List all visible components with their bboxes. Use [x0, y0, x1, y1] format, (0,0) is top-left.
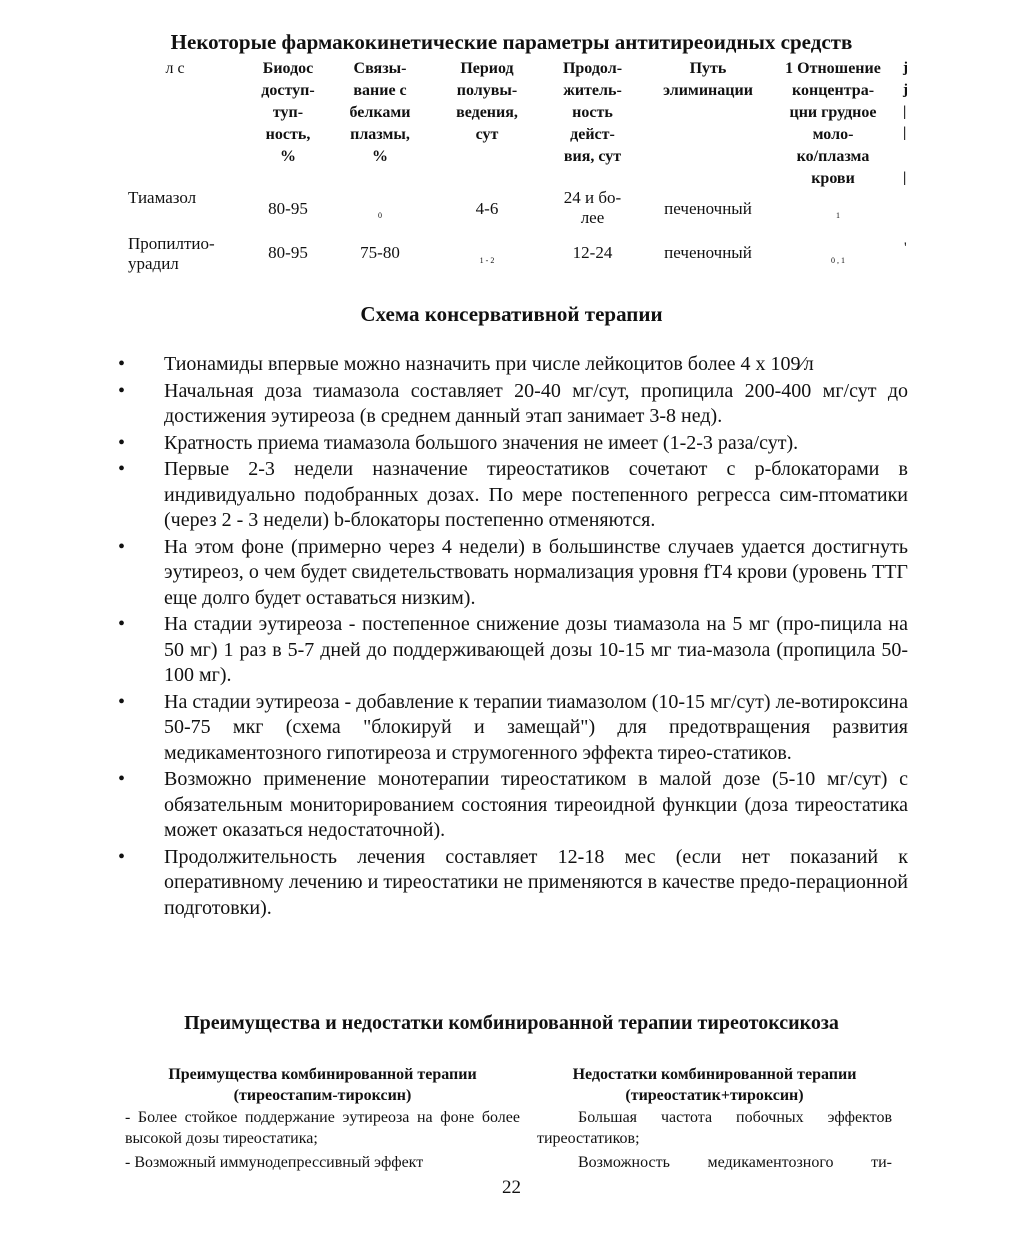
list-item: • Кратность приема тиамазола большого значения не имеет (1-2-3 раза/сут). [118, 431, 908, 457]
disadvantage-item: Возможность медикаментозного ти- [578, 1154, 892, 1171]
edge-mark: | [903, 104, 907, 120]
scheme-list [118, 352, 908, 922]
bullet: • [118, 431, 126, 454]
table-header-duration: Продол- житель- ность дейст- вия, сут [562, 60, 623, 165]
table-cell-ratio: 1 [836, 211, 840, 220]
list-item: • Начальная доза тиамазола составляет 20-40 мг/сут, пропицила 200-400 мг/сут до достижения эутиреоза (в среднем данный этап занимает 3-8 нед). [118, 379, 908, 427]
list-item: • Возможно применение монотерапии тиреостатиком в малой дозе (5-10 мг/сут) с обязательным мониторированием состояния тиреоидной функции (доза тиреостатика может оказаться недостаточной). [118, 768, 908, 841]
table-header-drug: л с [165, 60, 185, 77]
edge-mark: | [903, 125, 907, 141]
list-item: • На стадии эутиреоза - добавление к терапии тиамазолом (10-15 мг/сут) ле-вотироксина 50-75 мкг (схема "блокируй и замещай") для предотвращения развития медикаментозного гипотиреоза и струмогенного эффекта тирео-статиков. [118, 690, 908, 764]
bullet: • [118, 353, 126, 375]
bullet: • [118, 458, 126, 480]
edge-mark: j [903, 82, 908, 98]
table-header-half-life: Период полувы- ведения, сут [456, 60, 518, 143]
table-header-milk-plasma-ratio: 1 Отношение концентра- цни грудное моло- ко/плазма крови [785, 60, 881, 187]
table-cell-duration: 24 и бо- лее [563, 188, 622, 227]
table-title: Некоторые фармакокинетические параметры антитиреоидных средств [170, 30, 853, 54]
edge-mark: ' [904, 240, 907, 256]
edge-mark: j [903, 60, 908, 76]
list-item: • Тионамиды впервые можно назначить при числе лейкоцитов более 4 х 109⁄л [118, 352, 908, 378]
table-cell-bioavailability: 80-95 [268, 243, 308, 262]
bullet: • [118, 379, 126, 402]
table-header-bioavailability: Биодос доступ- туп- ность, % [261, 60, 315, 165]
list-item: • Продолжительность лечения составляет 12-18 мес (если нет показаний к оперативному лечению и тиреостатики не применяются в качестве предо-перационной подготовки). [118, 845, 908, 919]
bullet: • [118, 768, 126, 790]
table-cell-duration: 12-24 [572, 243, 613, 262]
table-cell-protein-binding: 75-80 [360, 243, 400, 262]
advantage-item: - Возможный иммунодепрессивный эффект [125, 1154, 424, 1171]
table-cell-bioavailability: 80-95 [268, 199, 308, 218]
advantages-header: Преимущества комбинированной терапии (тиреостапим-тироксин) [168, 1066, 477, 1104]
disadvantage-item: Большая частота побочных эффектов тиреостатиков; [537, 1109, 892, 1147]
bullet: • [118, 535, 126, 558]
table-header-elimination: Путь элиминации [663, 60, 753, 99]
table-cell-ratio: 0 , 1 [831, 256, 845, 265]
table-cell-drug-name: Пропилтио- урадил [128, 234, 215, 273]
table-cell-drug-name: Тиамазол [128, 188, 197, 207]
table-cell-half-life: 1 - 2 [479, 256, 495, 265]
table-cell-protein-binding: 0 [378, 211, 382, 220]
bullet: • [118, 845, 126, 868]
comparison-title: Преимущества и недостатки комбинированной терапии тиреотоксикоза [184, 1012, 839, 1034]
table-cell-elimination: печеночный [664, 199, 752, 218]
advantage-item: - Более стойкое поддержание эутиреоза на фоне более высокой дозы тиреостатика; [125, 1109, 520, 1147]
bullet: • [118, 690, 126, 713]
table-header-protein-binding: Связы- вание с белками плазмы, % [349, 60, 411, 165]
scheme-title: Схема консервативной терапии [360, 302, 663, 326]
disadvantages-header: Недостатки комбинированной терапии (тиреостатик+тироксин) [572, 1066, 857, 1104]
list-item: • На стадии эутиреоза - постепенное снижение дозы тиамазола на 5 мг (про-пицила на 50 мг) 1 раз в 5-7 дней до поддерживающей дозы 10-15 мг тиа-мазола (пропицила 50-100 мг). [118, 613, 908, 686]
list-item: • На этом фоне (примерно через 4 недели) в большинстве случаев удается достигнуть эутиреоз, о чем будет свидетельствовать нормализация уровня fT4 крови (уровень ТТГ еще долго будет оставаться низким). [118, 535, 908, 609]
table-cell-elimination: печеночный [664, 243, 752, 262]
edge-mark: | [903, 170, 907, 186]
bullet: • [118, 613, 126, 635]
table-cell-half-life: 4-6 [475, 199, 499, 218]
page-number: 22 [502, 1177, 521, 1198]
list-item: • Первые 2-3 недели назначение тиреостатиков сочетают с р-блокаторами в индивидуально подобранных дозах. По мере постепенного регресса сим-птоматики (через 2 - 3 недели) b-блокаторы постепенно отменяются. [118, 458, 908, 531]
